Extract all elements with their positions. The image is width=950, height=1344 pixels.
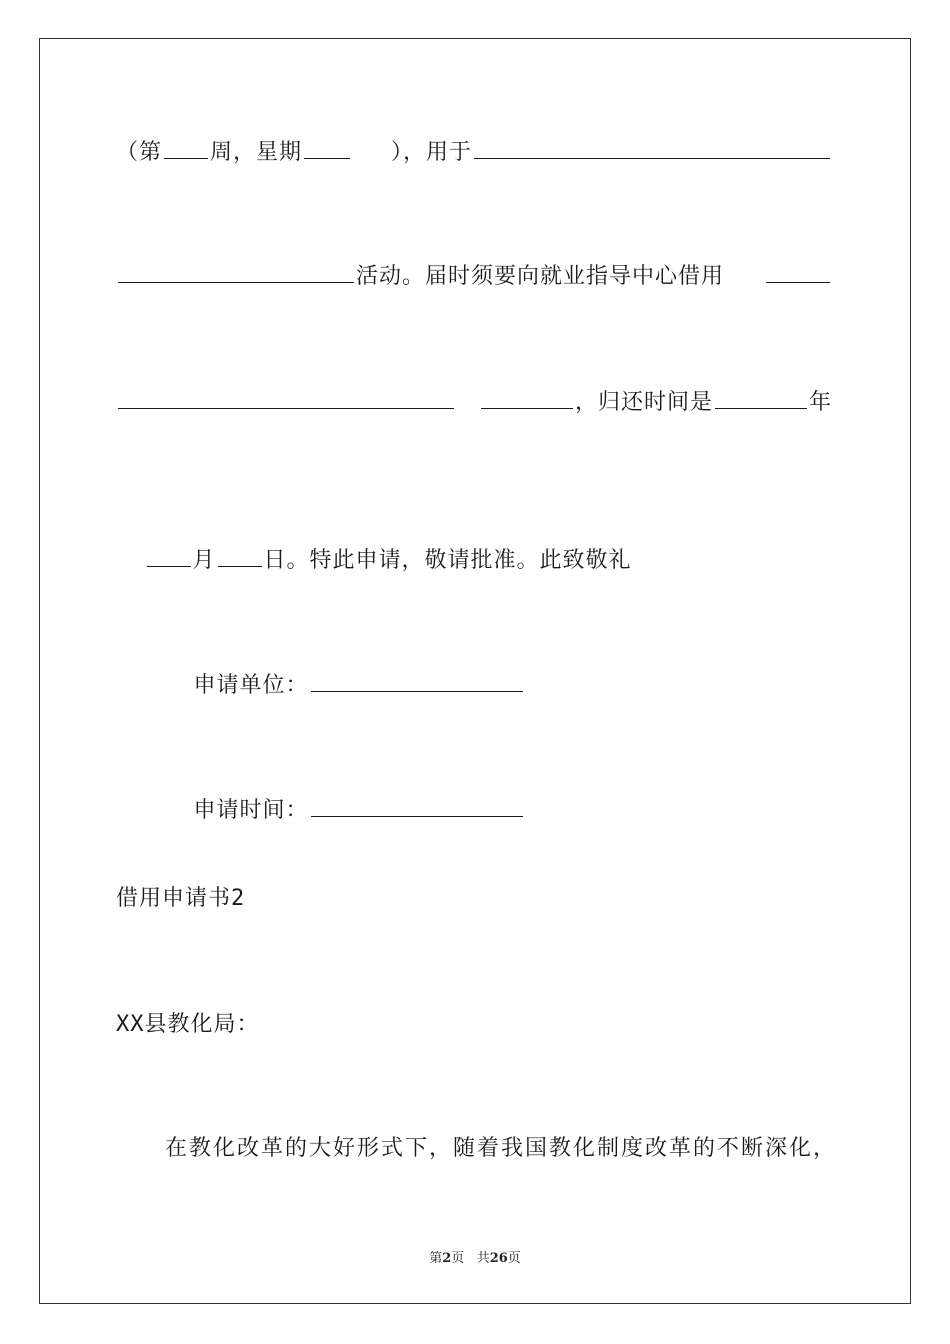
addressee: XX县教化局： xyxy=(116,1012,260,1037)
total-pages: 26 xyxy=(489,1251,508,1266)
body-paragraph: 在教化改革的大好形式下，随着我国教化制度改革的不断深化， xyxy=(165,1136,838,1161)
blank-return-year[interactable] xyxy=(715,384,807,409)
blank-return-day[interactable] xyxy=(218,542,262,567)
blank-week[interactable] xyxy=(164,134,208,159)
blank-purpose[interactable] xyxy=(474,134,830,159)
form-line-return xyxy=(116,384,832,418)
text-return-time: ，归还时间是 年 xyxy=(479,384,832,418)
blank-activity[interactable] xyxy=(118,258,354,283)
form-line-date: 月 日。特此申请，敬请批准。此致敬礼 xyxy=(116,508,632,542)
section-title: 借用申请书2 xyxy=(116,886,246,911)
page-number: 2 xyxy=(442,1251,452,1266)
form-line-week xyxy=(116,134,832,168)
applicant-unit-field[interactable] xyxy=(311,667,523,692)
blank-item-count[interactable] xyxy=(481,384,573,409)
applicant-unit-line xyxy=(165,633,525,698)
blank-item-detail[interactable] xyxy=(118,384,454,409)
apply-time-line xyxy=(165,758,525,823)
blank-return-month[interactable] xyxy=(147,542,191,567)
text-used-for: ），用于 xyxy=(391,134,832,168)
text-activity: 活动。届时须要向就业指导中心借用 xyxy=(116,258,724,292)
applicant-unit-label: 申请单位： xyxy=(193,673,309,698)
form-line-activity xyxy=(116,258,832,292)
apply-time-field[interactable] xyxy=(311,792,523,817)
apply-time-label: 申请时间： xyxy=(193,798,309,823)
blank-borrow-item[interactable] xyxy=(766,258,830,283)
page-footer: 第2页 共26页 xyxy=(429,1251,521,1266)
blank-weekday[interactable] xyxy=(304,134,350,159)
text-week-open: （第 周，星期 xyxy=(116,134,352,168)
